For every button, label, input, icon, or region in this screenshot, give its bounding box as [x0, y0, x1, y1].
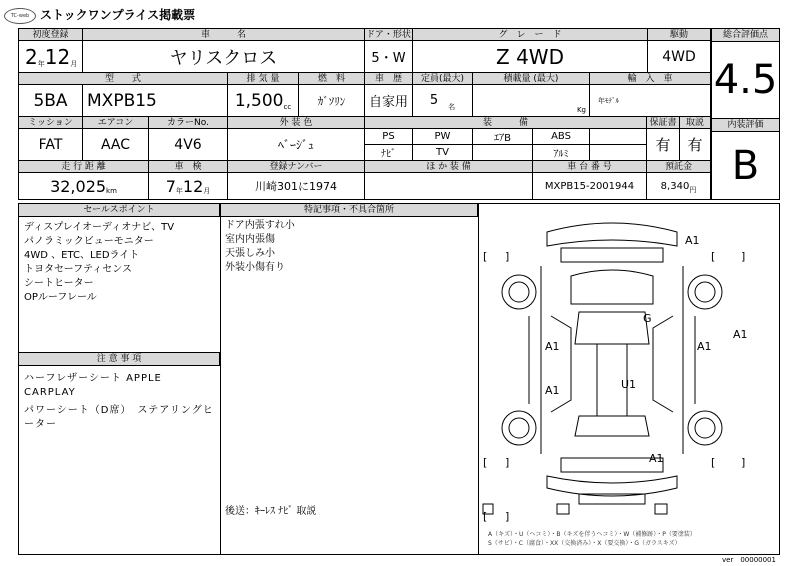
damage-mark: A1	[649, 452, 664, 465]
sales-line: 4WD 、ETC、LEDライト	[24, 250, 140, 261]
car-name: ヤリスクロス	[83, 41, 365, 73]
overall-score: 4.5	[712, 42, 779, 119]
special-line: ドア内張すれ小	[225, 220, 295, 231]
label-chassis: 車 台 番 号	[533, 161, 647, 173]
capacity-value: 5	[429, 93, 439, 108]
caution-label: 注 意 事 項	[19, 353, 220, 366]
label-grade: グ レ ー ド	[413, 29, 648, 41]
page-title: ストックワンプライス掲載票	[40, 8, 196, 22]
legend-line: S（サビ）・C（腐食）・XX（交換済み）・X（要交換）・G（ガラスキズ）	[488, 540, 681, 547]
special-line: 天張しみ小	[225, 248, 275, 259]
label-inspection: 車 検	[149, 161, 228, 173]
label-other: ほ か 装 備	[365, 161, 533, 173]
model-type: MXPB15	[83, 85, 228, 117]
sales-line: シートヒーター	[24, 278, 94, 289]
svg-text:[: [	[483, 510, 488, 523]
after-delivery: 後送：ｷｰﾚｽ ﾅﾋﾞ 取説	[225, 506, 317, 517]
version: ver 00000001	[722, 556, 776, 564]
mileage	[19, 173, 149, 199]
label-capacity: 定員(最大)	[413, 73, 473, 85]
svg-text:[: [	[711, 456, 716, 469]
insp-year: 7	[165, 176, 176, 196]
sales-line: OPルーフレール	[24, 292, 97, 303]
grade: Z 4WD	[413, 41, 648, 73]
mileage-value: 32,025	[50, 176, 107, 196]
svg-text:[: [	[483, 250, 488, 263]
other-equip	[365, 173, 533, 199]
displacement	[228, 85, 299, 117]
reg-year: 2	[25, 44, 38, 69]
warranty: 有	[647, 129, 680, 161]
special-list	[225, 219, 473, 275]
label-plate: 登録ナンバー	[228, 161, 365, 173]
reg-date	[19, 41, 83, 73]
history: 自家用	[365, 85, 413, 117]
insp-month: 12	[182, 176, 204, 196]
label-color: 外 装 色	[228, 117, 365, 129]
svg-text:]: ]	[505, 456, 510, 469]
mileage-unit: km	[106, 187, 117, 195]
reg-month-unit: 月	[70, 59, 78, 68]
equip-item	[590, 145, 647, 161]
insp-year-unit: 年	[175, 187, 183, 195]
reg-year-unit: 年	[37, 59, 45, 68]
label-import: 輸 入 車	[590, 73, 710, 85]
equip-item: ﾅﾋﾞ	[365, 145, 413, 161]
fuel: ｶﾞｿﾘﾝ	[299, 85, 365, 117]
sales-line: トヨタセーフティセンス	[24, 264, 132, 275]
label-car: 車 名	[83, 29, 365, 41]
car-damage-diagram	[479, 204, 779, 554]
equip-item: PS	[365, 129, 413, 145]
sales-line: ディスプレイオーディオナビ、TV	[24, 222, 175, 233]
equip-item: ABS	[533, 129, 590, 145]
inspection	[149, 173, 228, 199]
sales-list	[24, 221, 216, 305]
sales-line: パノラミックビューモニター	[24, 236, 154, 247]
color-no: 4V6	[149, 129, 228, 161]
equip-item: PW	[413, 129, 473, 145]
legend-line: A（キズ）・U（ヘコミ）・B（キズを伴うヘコミ）・W（補修跡）・P（要塗装）	[488, 531, 696, 538]
label-history: 車 歴	[365, 73, 413, 85]
capacity-unit: 名	[448, 102, 456, 111]
type-prefix: 5BA	[19, 85, 83, 117]
label-deposit: 預託金	[647, 161, 710, 173]
label-warranty: 保証書	[647, 117, 680, 129]
reg-month: 12	[44, 44, 71, 69]
manual: 有	[680, 129, 710, 161]
score-label: 総合評価点	[712, 29, 779, 42]
svg-text:[: [	[711, 250, 716, 263]
special-line: 外装小傷有り	[225, 262, 285, 273]
damage-mark: A1	[685, 234, 700, 247]
legend	[488, 530, 696, 548]
damage-mark: G	[643, 312, 652, 325]
door-type: 5・W	[365, 41, 413, 73]
caution-list	[24, 372, 214, 432]
caution-line: パワーシート（D席） ステアリングヒーター	[24, 405, 214, 430]
displacement-value: 1,500	[234, 90, 284, 111]
label-disp: 排 気 量	[228, 73, 299, 85]
deposit-value: 8,340	[660, 180, 690, 192]
import	[590, 85, 710, 117]
label-reg: 初度登録	[19, 29, 83, 41]
damage-mark: A1	[545, 384, 560, 397]
label-mission: ミッション	[19, 117, 83, 129]
equip-item: TV	[413, 145, 473, 161]
insp-month-unit: 月	[203, 187, 211, 195]
displacement-unit: cc	[283, 102, 292, 111]
equip-item: ｱﾙﾐ	[533, 145, 590, 161]
sales-label: セールスポイント	[19, 204, 220, 217]
chassis-number: MXPB15-2001944	[533, 173, 647, 199]
damage-mark: A1	[545, 340, 560, 353]
caution-line: ハーフレザーシート APPLE CARPLAY	[24, 373, 162, 398]
capacity	[413, 85, 473, 117]
damage-mark: U1	[621, 378, 637, 391]
label-door: ドア・形状	[365, 29, 413, 41]
logo: TC-web	[4, 8, 36, 24]
import-note: 年ﾓﾃﾞﾙ	[598, 96, 619, 105]
svg-text:]: ]	[505, 510, 510, 523]
load-unit: Kg	[576, 106, 586, 114]
label-equip: 装 備	[365, 117, 647, 129]
equip-item	[473, 145, 533, 161]
mission: FAT	[19, 129, 83, 161]
load	[473, 85, 590, 117]
label-color-no: カラーNo.	[149, 117, 228, 129]
damage-mark: A1	[733, 328, 748, 341]
label-aircon: エアコン	[83, 117, 149, 129]
deposit-unit: 円	[689, 186, 697, 194]
label-model: 型 式	[19, 73, 228, 85]
interior-score: B	[731, 143, 760, 189]
score-box	[711, 28, 780, 200]
label-load: 積載量 (最大)	[473, 73, 590, 85]
svg-text:]: ]	[741, 456, 746, 469]
label-fuel: 燃 料	[299, 73, 365, 85]
drive: 4WD	[648, 41, 710, 73]
damage-mark: A1	[697, 340, 712, 353]
svg-text:[: [	[483, 456, 488, 469]
equip-item	[590, 129, 647, 145]
interior-label: 内装評価	[712, 119, 779, 132]
label-mileage: 走 行 距 離	[19, 161, 149, 173]
label-manual: 取説	[680, 117, 710, 129]
svg-text:]: ]	[741, 250, 746, 263]
plate: 川崎301に1974	[228, 173, 365, 199]
equip-item: ｴｱB	[473, 129, 533, 145]
aircon: AAC	[83, 129, 149, 161]
label-drive: 駆動	[648, 29, 710, 41]
special-line: 室内内張傷	[225, 234, 275, 245]
special-label: 特記事項・不具合箇所	[221, 204, 478, 217]
svg-text:]: ]	[505, 250, 510, 263]
deposit	[647, 173, 710, 199]
color: ﾍﾞｰｼﾞｭ	[228, 129, 365, 161]
